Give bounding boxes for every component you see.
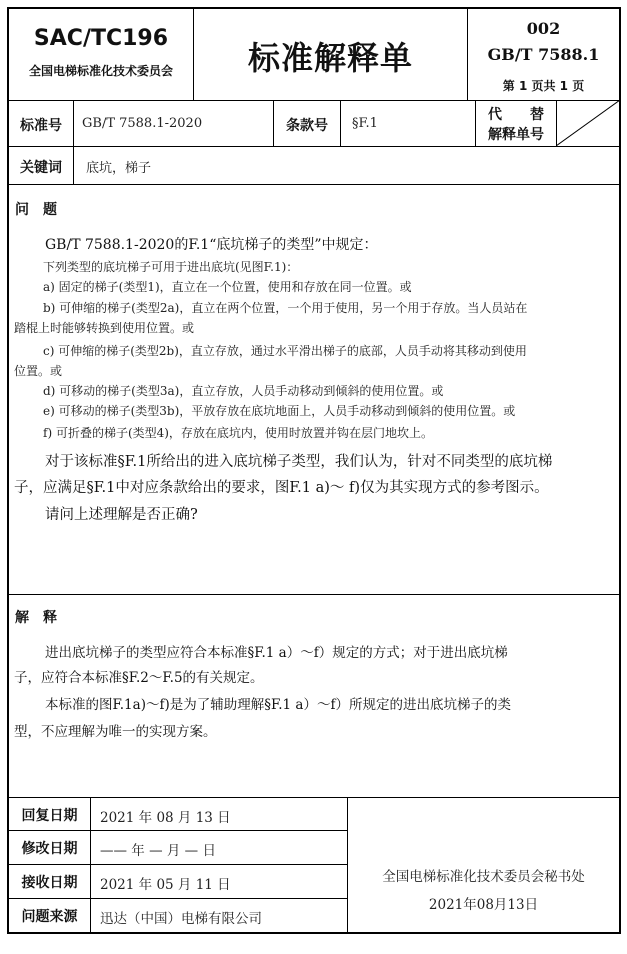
receive-date-label: 接收日期 xyxy=(21,875,78,891)
org-name: 全国电梯标准化技术委员会 xyxy=(28,64,173,78)
quote-line: b) 可伸缩的梯子(类型2a)，直立在两个位置，一个用于使用，另一个用于存放。当人员站在 xyxy=(43,301,528,315)
question-intro: GB/T 7588.1-2020的F.1“底坑梯子的类型”中规定： xyxy=(45,237,378,253)
quote-line: 踏棍上时能够转换到使用位置。或 xyxy=(14,321,195,335)
quote-line: e) 可移动的梯子(类型3b)，平放存放在底坑地面上，人员手动移动到倾斜的使用位置。或 xyxy=(43,404,516,418)
answer-line: 本标准的图F.1a)～f)是为了辅助理解§F.1 a）～f）所规定的进出底坑梯子的类 xyxy=(45,697,511,713)
clause-label: 条款号 xyxy=(286,118,328,134)
reply-date-value: 2021 年 08 月 13 日 xyxy=(100,810,231,826)
keywords-value: 底坑，梯子 xyxy=(86,161,152,176)
doc-title: 标准解释单 xyxy=(247,39,413,77)
question-body-line: 子，应满足§F.1中对应条款给出的要求，图F.1 a)～ f)仅为其实现方式的参考图示。 xyxy=(14,480,549,496)
question-body-line: 请问上述理解是否正确? xyxy=(45,507,198,523)
clause-value: §F.1 xyxy=(352,116,378,131)
quote-line: a) 固定的梯子(类型1)，直立在一个位置，使用和存放在同一位置。或 xyxy=(43,280,412,294)
keywords-label: 关键词 xyxy=(20,160,62,176)
quote-line: 位置。或 xyxy=(14,364,63,378)
modify-date-label: 修改日期 xyxy=(21,841,78,857)
replace-label-line2: 解释单号 xyxy=(488,127,544,143)
issue-date: 2021年08月13日 xyxy=(428,897,539,913)
secretariat-name: 全国电梯标准化技术委员会秘书处 xyxy=(382,869,585,885)
standard-label: 标准号 xyxy=(20,118,62,134)
org-code: SAC/TC196 xyxy=(33,26,169,51)
reply-date-label: 回复日期 xyxy=(21,808,78,824)
quote-line: f) 可折叠的梯子(类型4)，存放在底坑内，使用时放置并钩在层门地坎上。 xyxy=(43,426,433,440)
answer-line: 型，不应理解为唯一的实现方案。 xyxy=(14,724,217,740)
quote-line: 下列类型的底坑梯子可用于进出底坑(见图F.1)： xyxy=(43,260,299,274)
replace-label-line1: 代 替 xyxy=(488,107,544,123)
answer-line: 子，应符合本标准§F.2～F.5的有关规定。 xyxy=(14,670,264,686)
quote-line: d) 可移动的梯子(类型3a)，直立存放，人员手动移动到倾斜的使用位置。或 xyxy=(43,384,444,398)
receive-date-value: 2021 年 05 月 11 日 xyxy=(100,877,231,893)
standard-number: GB/T 7588.1 xyxy=(487,45,600,64)
answer-line: 进出底坑梯子的类型应符合本标准§F.1 a）～f）规定的方式；对于进出底坑梯 xyxy=(45,645,508,661)
answer-title: 解 释 xyxy=(15,610,57,626)
page-info: 第 1 页共 1 页 xyxy=(502,79,585,93)
modify-date-value: —— 年 — 月 — 日 xyxy=(100,843,216,859)
source-label: 问题来源 xyxy=(21,909,78,925)
source-value: 迅达（中国）电梯有限公司 xyxy=(100,911,262,927)
question-title: 问 题 xyxy=(15,202,57,218)
question-body-line: 对于该标准§F.1所给出的进入底坑梯子类型，我们认为，针对不同类型的底坑梯 xyxy=(45,454,553,470)
standard-value: GB/T 7588.1-2020 xyxy=(82,116,203,131)
doc-number: 002 xyxy=(526,19,561,38)
empty-cell-diagonal xyxy=(556,100,620,146)
quote-line: c) 可伸缩的梯子(类型2b)，直立存放，通过水平滑出梯子的底部，人员手动将其移动到使用 xyxy=(43,344,527,358)
